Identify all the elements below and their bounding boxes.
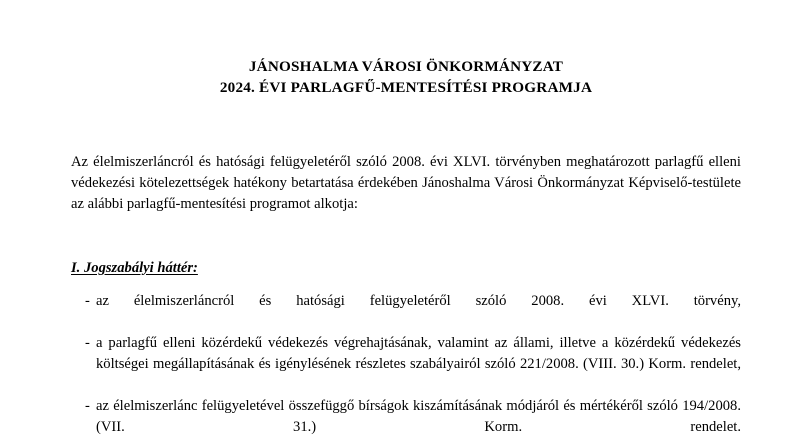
list-item: [71, 396, 741, 437]
list-item: [71, 333, 741, 396]
list-item-text: az élelmiszerláncról és hatósági felügyeletéről szóló 2008. évi XLVI. törvény,: [96, 293, 741, 309]
document-title-line-2: 2024. ÉVI PARLAGFŰ-MENTESÍTÉSI PROGRAMJA: [219, 79, 593, 96]
list-item-text: a parlagfű elleni közérdekű védekezés végrehajtásának, valamint az állami, illetve a közérdekű védekezés költségei megállapításának és igénylésének részletes szabályairól szóló 221/2008. (VIII. 30.) Korm. rendelet,: [96, 335, 741, 372]
document-title-line-1: JÁNOSHALMA VÁROSI ÖNKORMÁNYZAT: [248, 58, 564, 75]
section-heading-legal-background: I. Jogszabályi háttér:: [71, 260, 198, 276]
intro-paragraph: Az élelmiszerláncról és hatósági felügyeletéről szóló 2008. évi XLVI. törvényben meghatározott parlagfű elleni védekezési kötelezettségek hatékony betartatása érdekében Jánoshalma Városi Önkormányzat Képviselő-testülete az alábbi parlagfű-mentesítési programot alkotja:: [71, 153, 741, 212]
legal-references-list: [71, 291, 741, 437]
list-item-text: az élelmiszerlánc felügyeletével összefüggő bírságok kiszámításának módjáról és mértékéről szóló 194/2008. (VII. 31.) Korm. rendelet.: [96, 398, 741, 435]
bullet-dash-icon: -: [85, 293, 90, 309]
bullet-dash-icon: -: [85, 398, 90, 414]
bullet-dash-icon: -: [85, 335, 90, 351]
list-item: [71, 291, 741, 333]
document-title: [71, 56, 741, 98]
